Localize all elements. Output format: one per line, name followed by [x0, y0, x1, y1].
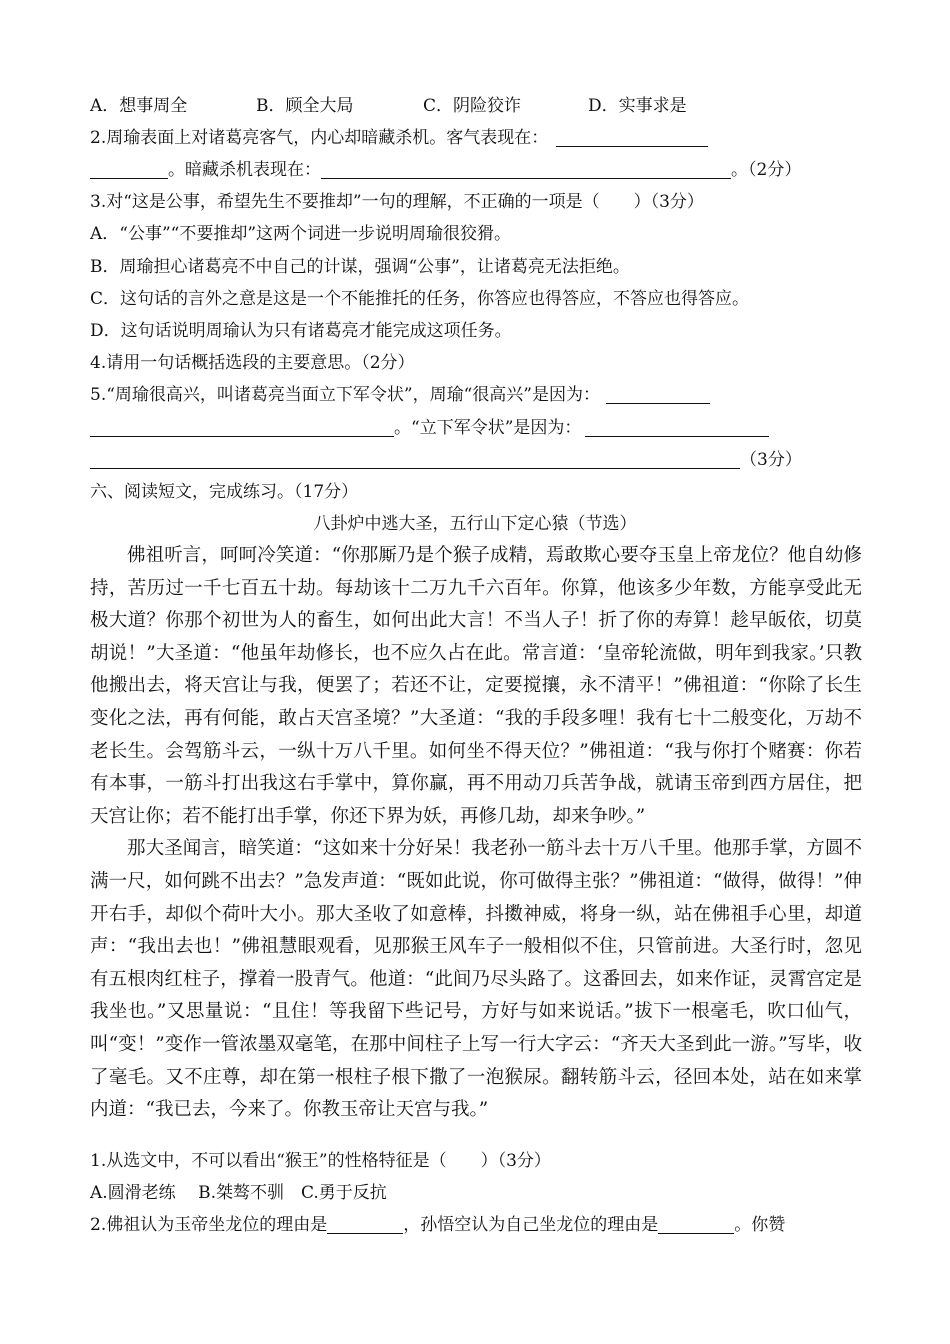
- answer-blank[interactable]: [90, 160, 168, 179]
- answer-blank[interactable]: [556, 128, 708, 147]
- passage-body: [90, 540, 862, 1127]
- answer-blank[interactable]: [90, 418, 394, 437]
- part5-q3-option-c: C．这句话的言外之意是这是一个不能推托的任务，你答应也得答应，不答应也得答应。: [90, 289, 750, 309]
- part5-q3-option-d: D．这句话说明周瑜认为只有诸葛亮才能完成这项任务。: [90, 321, 512, 341]
- part6-q2: [90, 1214, 860, 1236]
- part6-q1: 1.从选文中，不可以看出“猴王”的性格特征是（ ）（3分）: [90, 1151, 551, 1171]
- passage-paragraph: 佛祖听言，呵呵冷笑道：“你那厮乃是个猴子成精，焉敢欺心要夺玉皇上帝龙位？他自幼修持，苦历过一千七百五十劫。每劫该十二万九千六百年。你算，他该多少年数，方能享受此无极大道？你那个初世为人的畜生，如何出此大言！不当人子！折了你的寿算！趁早皈依，切莫胡说！”大圣道：“他虽年劫修长，也不应久占在此。常言道：‘皇帝轮流做，明年到我家。’只教他搬出去，将天宫让与我，便罢了；若还不让，定要搅攘，永不清平！”佛祖道：“你除了长生变化之法，再有何能，敢占天宫圣境？”大圣道：“我的手段多哩！我有七十二般变化，万劫不老长生。会驾筋斗云，一纵十万八千里。如何坐不得天位？”佛祖道：“我与你打个赌赛：你若有本事，一筋斗打出我这右手掌中，算你赢，再不用动刀兵苦争战，就请玉帝到西方居住，把天宫让你；若不能打出手掌，你还下界为妖，再修几劫，却来争吵。”: [90, 545, 862, 827]
- answer-blank[interactable]: [327, 1215, 403, 1234]
- part6-heading: 六、阅读短文，完成练习。（17分）: [90, 482, 359, 502]
- question-text: 2.周瑜表面上对诸葛亮客气，内心却暗藏杀机。客气表现在：: [90, 128, 549, 148]
- part5-q4: 4.请用一句话概括选段的主要意思。（2分）: [90, 353, 415, 373]
- passage-paragraph: 那大圣闻言，暗笑道：“这如来十分好呆！我老孙一筋斗去十万八千里。他那手掌，方圆不满一尺，如何跳不出去？”急发声道：“既如此说，你可做得主张？”佛祖道：“做得，做得！”伸开右手，却似个荷叶大小。那大圣收了如意棒，抖擞神威，将身一纵，站在佛祖手心里，却道声：“我出去也！”佛祖慧眼观看，见那猴王风车子一般相似不住，只管前进。大圣行时，忽见有五根肉红柱子，撑着一股青气。他道：“此间乃尽头路了。这番回去，如来作证，灵霄宫定是我坐也。”又思量说：“且住！等我留下些记号，方好与如来说话。”拔下一根毫毛，吹口仙气，叫“变！”变作一管浓墨双毫笔，在那中间柱子上写一行大字云：“齐天大圣到此一游。”写毕，收了毫毛。又不庄尊，却在第一根柱子根下撒了一泡猴尿。翻转筋斗云，径回本处，站在如来掌内道：“我已去，今来了。你教玉帝让天宫与我。”: [90, 838, 862, 1121]
- question-text: 。（2分）: [731, 160, 802, 180]
- question-text: 5.“周瑜很高兴，叫诸葛亮当面立下军令状”，周瑜“很高兴”是因为：: [90, 385, 600, 405]
- part5-q5-line2: [90, 417, 860, 439]
- part5-q5-line3: [90, 449, 860, 471]
- part5-q3-option-a: A．“公事”“不要推却”这两个词进一步说明周瑜很狡猾。: [90, 224, 512, 244]
- part5-q2-line1: [90, 127, 860, 149]
- part5-q5-line1: [90, 384, 860, 406]
- answer-blank[interactable]: [606, 385, 710, 404]
- answer-blank[interactable]: [90, 450, 740, 469]
- option-a: A．想事周全: [90, 96, 188, 116]
- option-b: B．顾全大局: [256, 96, 354, 116]
- part5-q3-option-b: B．周瑜担心诸葛亮不中自己的计谋，强调“公事”，让诸葛亮无法拒绝。: [90, 257, 630, 277]
- option-c: C．阴险狡诈: [423, 96, 522, 116]
- question-text: 。暗藏杀机表现在：: [168, 160, 321, 180]
- question-text: （3分）: [740, 450, 802, 470]
- part5-q1-options: [90, 95, 860, 117]
- question-text: 。你赞: [734, 1215, 786, 1235]
- part5-q2-line2: [90, 159, 860, 181]
- answer-blank[interactable]: [321, 160, 731, 179]
- part6-q1-options: A.圆滑老练 B.桀骜不驯 C.勇于反抗: [90, 1183, 387, 1203]
- answer-blank[interactable]: [585, 418, 769, 437]
- question-text: 2.佛祖认为玉帝坐龙位的理由是: [90, 1215, 328, 1235]
- passage-title: 八卦炉中逃大圣，五行山下定心猿（节选）: [313, 514, 637, 534]
- part5-q3-stem: 3.对“这是公事，希望先生不要推却”一句的理解，不正确的一项是（ ）（3分）: [90, 192, 704, 212]
- answer-blank[interactable]: [658, 1215, 734, 1234]
- question-text: ，孙悟空认为自己坐龙位的理由是: [403, 1215, 659, 1235]
- question-text: 。“立下军令状”是因为：: [394, 418, 582, 438]
- option-d: D．实事求是: [588, 96, 687, 116]
